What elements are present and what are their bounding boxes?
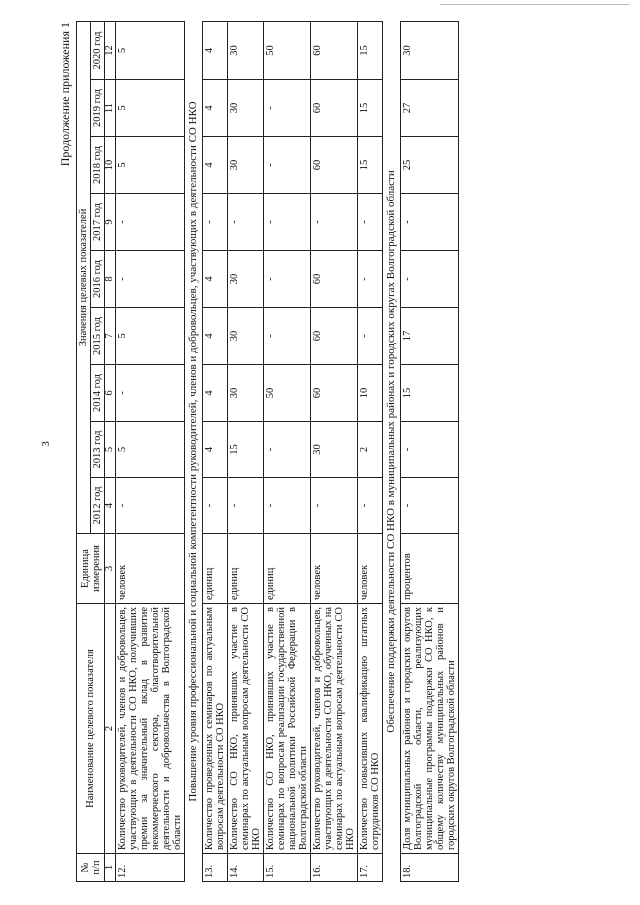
header-year: 2012 год [91, 478, 105, 534]
page-number: 3 [40, 441, 52, 447]
value-cell: - [264, 308, 311, 365]
value-cell: 30 [228, 308, 264, 365]
value-cell: - [203, 478, 228, 534]
column-index: 11 [105, 80, 116, 137]
value-cell: 15 [358, 137, 383, 194]
indicator-name: Количество руководителей, членов и добровольцев, участвующих в деятельности СО НКО, обученных на семинарах по актуальным вопросам деятельности СО НКО [311, 604, 358, 854]
value-cell: 10 [358, 365, 383, 422]
value-cell: 5 [116, 137, 185, 194]
unit-cell: процентов [401, 534, 459, 604]
value-cell: - [358, 251, 383, 308]
value-cell: 30 [311, 422, 358, 478]
value-cell: - [264, 422, 311, 478]
value-cell: - [264, 478, 311, 534]
value-cell: - [228, 194, 264, 251]
table-row [358, 21, 383, 881]
value-cell: - [264, 194, 311, 251]
value-cell: - [401, 251, 459, 308]
value-cell: 5 [116, 422, 185, 478]
value-cell: 15 [228, 422, 264, 478]
value-cell: - [401, 478, 459, 534]
value-cell: 15 [358, 80, 383, 137]
value-cell: 30 [228, 80, 264, 137]
value-cell: 30 [228, 365, 264, 422]
value-cell: 4 [203, 365, 228, 422]
top-rule [440, 4, 630, 5]
header-unit: Единица измерения [77, 534, 105, 604]
header-year: 2020 год [91, 21, 105, 79]
value-cell: 60 [311, 365, 358, 422]
value-cell: - [264, 80, 311, 137]
value-cell: 2 [358, 422, 383, 478]
header-num: № п/п [77, 854, 105, 882]
header-year: 2019 год [91, 80, 105, 137]
header-year: 2018 год [91, 137, 105, 194]
value-cell: 5 [116, 308, 185, 365]
header-values-group: Значения целевых показателей [77, 21, 91, 533]
header-year: 2015 год [91, 308, 105, 365]
value-cell: 50 [264, 365, 311, 422]
value-cell: 60 [311, 308, 358, 365]
column-index: 6 [105, 365, 116, 422]
row-number: 13. [203, 854, 228, 882]
row-number: 18. [401, 854, 459, 882]
value-cell: 30 [228, 21, 264, 79]
value-cell: 30 [401, 21, 459, 79]
value-cell: - [116, 365, 185, 422]
value-cell: - [264, 137, 311, 194]
header-year: 2016 год [91, 251, 105, 308]
indicator-name: Количество проведенных семинаров по актуальным вопросам деятельности СО НКО [203, 604, 228, 854]
header-year: 2017 год [91, 194, 105, 251]
row-number: 15. [264, 854, 311, 882]
value-cell: - [228, 478, 264, 534]
row-number: 14. [228, 854, 264, 882]
value-cell: 60 [311, 21, 358, 79]
header-year: 2014 год [91, 365, 105, 422]
column-index: 10 [105, 137, 116, 194]
table-row [264, 21, 311, 881]
column-index: 2 [105, 604, 116, 854]
column-index: 3 [105, 534, 116, 604]
value-cell: 60 [311, 137, 358, 194]
value-cell: - [358, 308, 383, 365]
section-row [383, 21, 401, 881]
value-cell: 60 [311, 80, 358, 137]
indicators-table [76, 21, 459, 882]
table-row [228, 21, 264, 881]
section-title: Обеспечение поддержки деятельности СО НКО в муниципальных районах и городских округах Волгоградской области [383, 21, 401, 881]
value-cell: 15 [401, 365, 459, 422]
value-cell: 15 [358, 21, 383, 79]
value-cell: 17 [401, 308, 459, 365]
table-row [116, 21, 185, 881]
value-cell: - [311, 478, 358, 534]
value-cell: 27 [401, 80, 459, 137]
row-number: 16. [311, 854, 358, 882]
header-name: Наименование целевого показателя [77, 604, 105, 854]
column-index: 12 [105, 21, 116, 79]
value-cell: 30 [228, 137, 264, 194]
indicator-name: Количество СО НКО, принявших участие в семинарах по актуальным вопросам деятельности СО НКО [228, 604, 264, 854]
row-number: 17. [358, 854, 383, 882]
table-row [203, 21, 228, 881]
value-cell: 4 [203, 137, 228, 194]
section-title: Повышение уровня профессиональной и социальной компетентности руководителей, членов и добровольцев, участвующих в деятельности СО НКО [185, 21, 203, 881]
column-index: 4 [105, 478, 116, 534]
value-cell: 4 [203, 21, 228, 79]
value-cell: 4 [203, 308, 228, 365]
value-cell: 60 [311, 251, 358, 308]
table-row [311, 21, 358, 881]
value-cell: - [358, 194, 383, 251]
value-cell: - [401, 422, 459, 478]
value-cell: - [116, 478, 185, 534]
table-row [401, 21, 459, 881]
value-cell: - [264, 251, 311, 308]
value-cell: - [401, 194, 459, 251]
value-cell: - [358, 478, 383, 534]
value-cell: 50 [264, 21, 311, 79]
column-index: 9 [105, 194, 116, 251]
indicator-name: Количество руководителей, членов и добровольцев, участвующих в деятельности СО НКО, получивших премии за значительный вклад в развитие некоммерческого сектора, благотворительной деятельности и добровольчества в Волгоградской области [116, 604, 185, 854]
column-index: 1 [105, 854, 116, 882]
value-cell: 30 [228, 251, 264, 308]
value-cell: 4 [203, 80, 228, 137]
header-year: 2013 год [91, 422, 105, 478]
value-cell: - [116, 194, 185, 251]
continuation-label: Продолжение приложения 1 [58, 22, 72, 167]
row-number: 12. [116, 854, 185, 882]
column-index: 5 [105, 422, 116, 478]
unit-cell: единиц [203, 534, 228, 604]
value-cell: 5 [116, 80, 185, 137]
section-row [185, 21, 203, 881]
unit-cell: единиц [264, 534, 311, 604]
unit-cell: единиц [228, 534, 264, 604]
unit-cell: человек [311, 534, 358, 604]
value-cell: 4 [203, 251, 228, 308]
unit-cell: человек [116, 534, 185, 604]
indicator-name: Доля муниципальных районов и городских округов Волгоградской области, реализующих муниципальные программы поддержки СО НКО, к общему количеству муниципальных районов и городских округов Волгоградской области [401, 604, 459, 854]
unit-cell: человек [358, 534, 383, 604]
value-cell: - [203, 194, 228, 251]
indicator-name: Количество повысивших квалификацию штатных сотрудников СО НКО [358, 604, 383, 854]
value-cell: - [116, 251, 185, 308]
rotated-page [58, 22, 633, 882]
value-cell: 5 [116, 21, 185, 79]
value-cell: - [311, 194, 358, 251]
column-index: 7 [105, 308, 116, 365]
value-cell: 4 [203, 422, 228, 478]
value-cell: 25 [401, 137, 459, 194]
column-index: 8 [105, 251, 116, 308]
indicator-name: Количество СО НКО, принявших участие в семинарах по вопросам реализации государственной национальной политики Российской Федерации в Волгоградской области [264, 604, 311, 854]
